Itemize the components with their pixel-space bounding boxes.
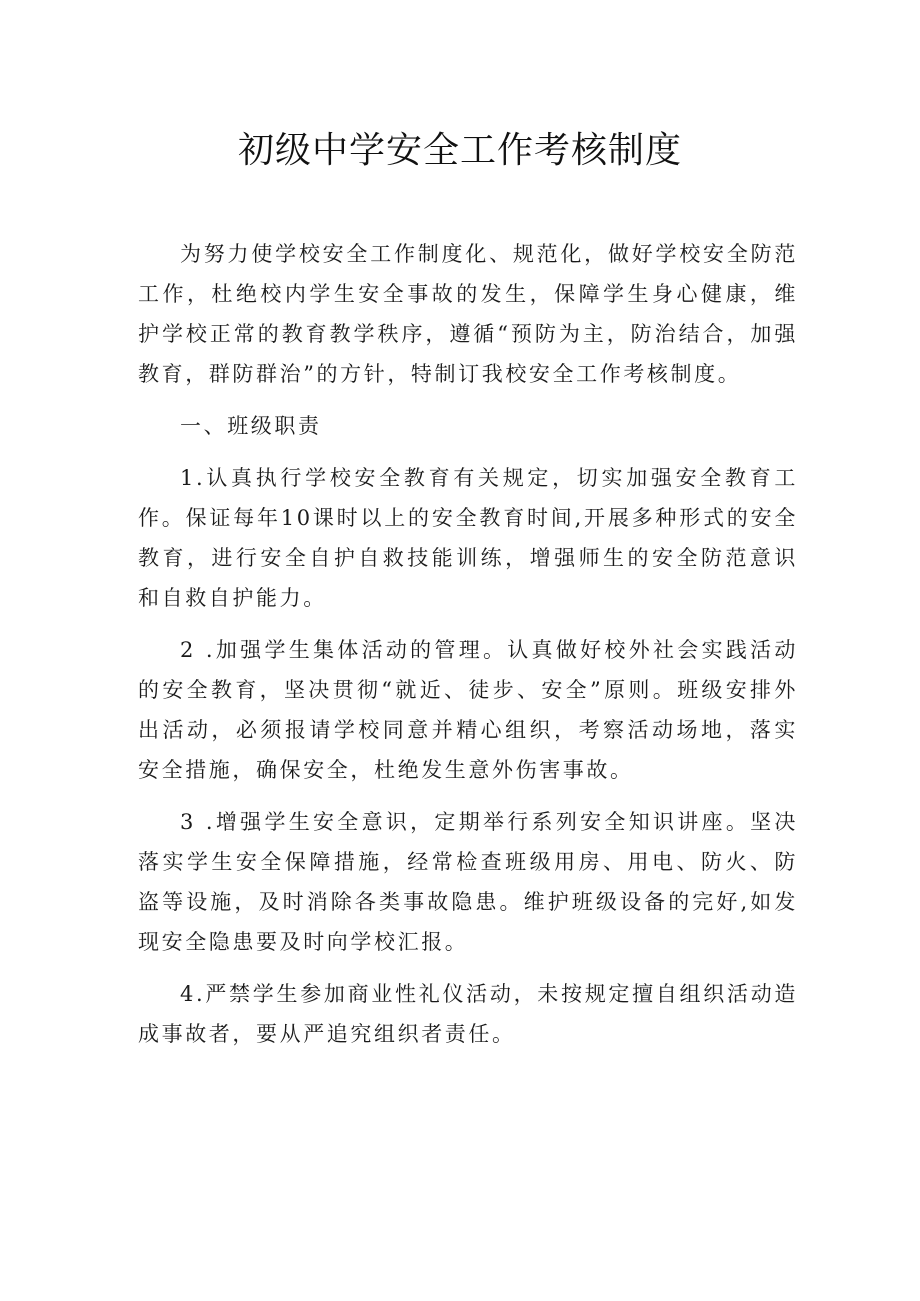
document-title: 初级中学安全工作考核制度 — [237, 130, 682, 171]
duty-item-1: 1.认真执行学校安全教育有关规定，切实加强安全教育工作。保证每年10课时以上的安全教育时间,开展多种形式的安全教育，进行安全自护自救技能训练，增强师生的安全防范意识和自救自护能力。 — [138, 466, 798, 610]
duty-item-4: 4.严禁学生参加商业性礼仪活动，未按规定擅自组织活动造成事故者，要从严追究组织者责任。 — [138, 982, 798, 1046]
intro-paragraph: 为努力使学校安全工作制度化、规范化，做好学校安全防范工作，杜绝校内学生安全事故的发生，保障学生身心健康，维护学校正常的教育教学秩序，遵循“预防为主，防治结合，加强教育，群防群治”的方针，特制订我校安全工作考核制度。 — [138, 242, 798, 386]
duty-item-2: 2 .加强学生集体活动的管理。认真做好校外社会实践活动的安全教育，坚决贯彻“就近、徒步、安全”原则。班级安排外出活动，必须报请学校同意并精心组织，考察活动场地，落实安全措施，确保安全，杜绝发生意外伤害事故。 — [138, 638, 798, 782]
section-heading-class-duties: 一、班级职责 — [180, 414, 322, 438]
document-body — [138, 234, 798, 1066]
duty-item-3: 3 .增强学生安全意识，定期举行系列安全知识讲座。坚决落实学生安全保障措施，经常检查班级用房、用电、防火、防盗等设施，及时消除各类事故隐患。维护班级设备的完好,如发现安全隐患要及时向学校汇报。 — [138, 810, 798, 954]
